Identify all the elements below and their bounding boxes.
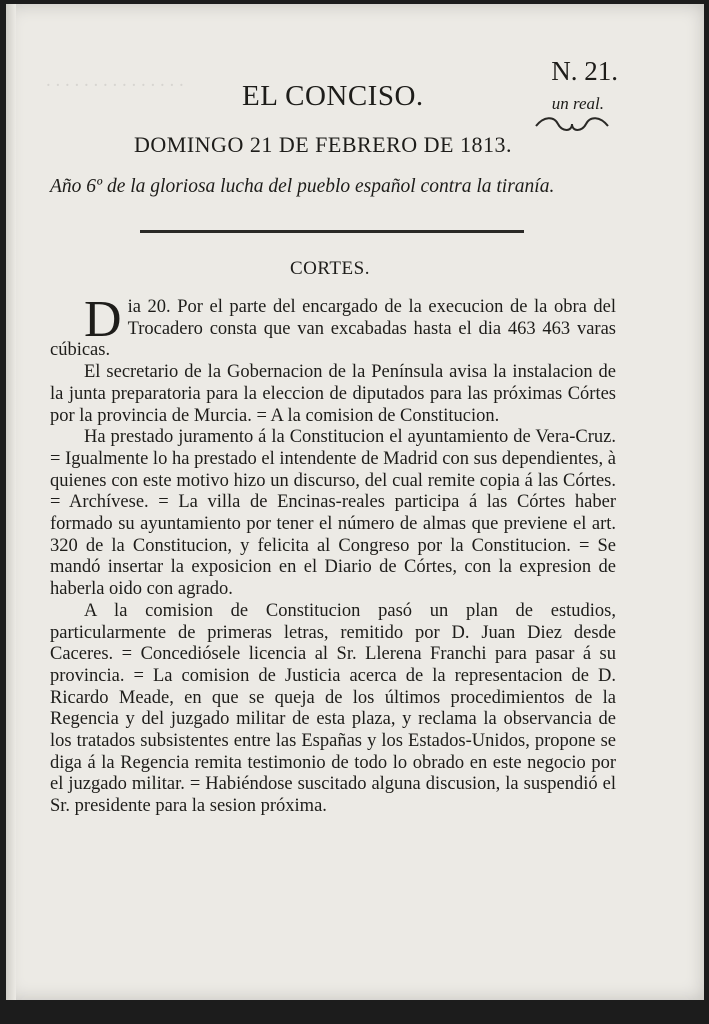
price-label: un real. <box>551 94 604 113</box>
article-body <box>50 291 616 818</box>
issue-number: N. 21. <box>551 56 618 86</box>
masthead-title: EL CONCISO. <box>242 80 424 112</box>
article-paragraph: Ha prestado juramento á la Constitucion el ayuntamiento de Vera-Cruz. = Igualmente lo ha prestado el intendente de Madrid con sus dependientes, à quienes con este motivo hizo un discurso, del cual remite copia á las Córtes. = Archívese. = La villa de Encinas-reales participa á las Córtes haber formado su ayuntamiento por tener el número de almas que previene el art. 320 de la Constitucion, y felicita al Congreso por la Constitucion. = Se mandó insertar la exposicion en el Diario de Córtes, con la expresion de haberla oido con agrado. <box>50 427 616 600</box>
paragraph-text: ia 20. Por el parte del encargado de la execucion de la obra del Trocadero consta que van excabadas hasta el dia 463 463 varas cúbicas. <box>50 297 616 361</box>
article-paragraph: El secretario de la Gobernacion de la Península avisa la instalacion de la junta preparatoria para la eleccion de diputados para las próximas Córtes por la provincia de Murcia. = A la comision de Constitucion. <box>50 362 616 426</box>
bleed-through-text: . . . . . . . . . . . . . . . <box>46 70 184 91</box>
motto-line: Año 6º de la gloriosa lucha del pueblo español contra la tiranía. <box>50 176 555 197</box>
section-title: CORTES. <box>290 258 370 279</box>
newspaper-page <box>6 4 704 1000</box>
article-paragraph <box>50 291 616 362</box>
article-paragraph: A la comision de Constitucion pasó un plan de estudios, particularmente de primeras letras, remitido por D. Juan Diez desde Caceres. = Concediósele licencia al Sr. Llerena Franchi para pasar á su provincia. = La comision de Justicia acerca de la representacion de D. Ricardo Meade, en que se queja de los últimos procedimientos de la Regencia y del juzgado militar de esta plaza, y reclama la observancia de los tratados subsistentes entre las Españas y los Estados-Unidos, propone se diga á la Regencia remita testimonio de todo lo obrado en este negocio por el juzgado militar. = Habiéndose suscitado alguna discusion, la suspendió el Sr. presidente para la sesion próxima. <box>50 600 616 817</box>
issue-date: DOMINGO 21 DE FEBRERO DE 1813. <box>134 132 512 157</box>
header-rule <box>140 230 524 233</box>
drop-cap: D <box>84 291 122 348</box>
page-edge-shadow <box>6 4 16 1000</box>
flourish-ornament <box>532 114 612 136</box>
